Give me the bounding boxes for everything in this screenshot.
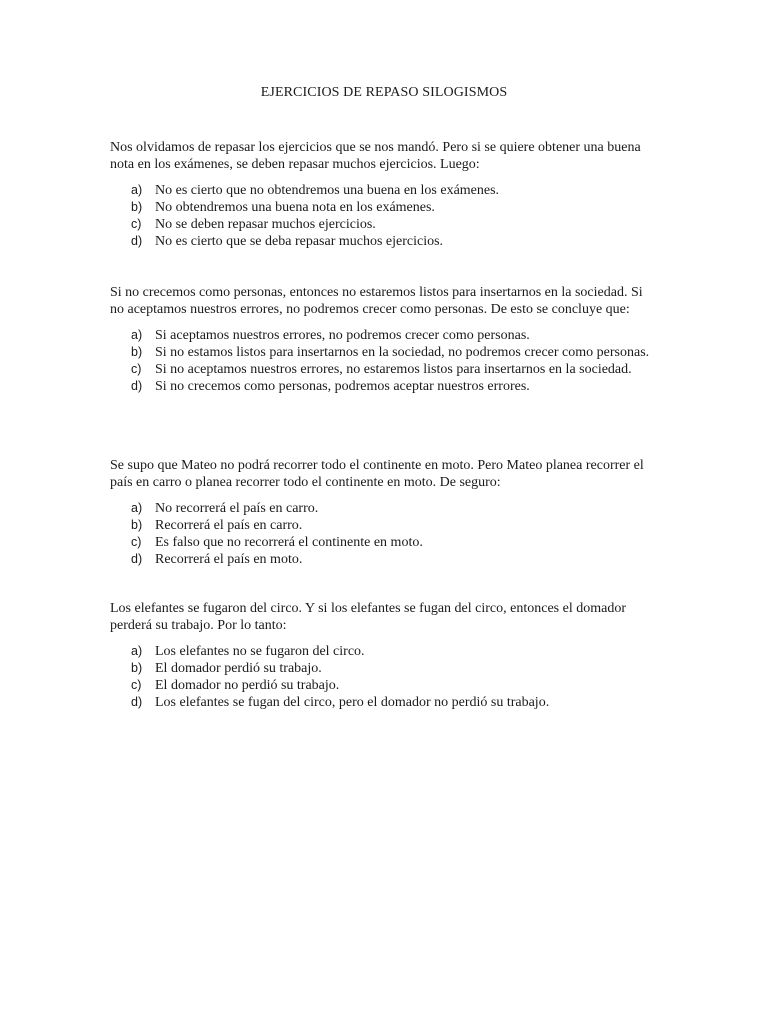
question-stem: Los elefantes se fugaron del circo. Y si los elefantes se fugan del circo, entonces el domador perderá su trabajo. Por lo tanto: [110, 601, 626, 633]
option-letter: d) [131, 695, 143, 709]
question-stem: Si no crecemos como personas, entonces no estaremos listos para insertarnos en la sociedad. Si no aceptamos nuestros errores, no podremos crecer como personas. De esto se concluye que: [110, 285, 643, 317]
option-letter: b) [131, 518, 143, 532]
option-list [110, 182, 658, 250]
question-1 [110, 139, 658, 250]
option-c [110, 534, 658, 551]
option-a [110, 327, 658, 344]
option-text: Los elefantes se fugan del circo, pero el domador no perdió su trabajo. [155, 695, 550, 710]
question-stem: Nos olvidamos de repasar los ejercicios que se nos mandó. Pero si se quiere obtener una buena nota en los exámenes, se deben repasar muchos ejercicios. Luego: [110, 140, 641, 172]
option-letter: d) [131, 234, 143, 248]
document-title: EJERCICIOS DE REPASO SILOGISMOS [260, 85, 508, 100]
option-text: Si no estamos listos para insertarnos en la sociedad, no podremos crecer como personas. [155, 345, 650, 360]
option-letter: a) [131, 644, 143, 658]
option-a [110, 182, 658, 199]
option-a [110, 500, 658, 517]
option-letter: b) [131, 661, 143, 675]
option-c [110, 677, 658, 694]
option-text: No es cierto que no obtendremos una buena en los exámenes. [155, 183, 500, 198]
option-letter: a) [131, 328, 143, 342]
option-text: Los elefantes no se fugaron del circo. [155, 644, 365, 659]
option-text: Si no crecemos como personas, podremos aceptar nuestros errores. [155, 379, 530, 394]
option-text: El domador perdió su trabajo. [155, 661, 322, 676]
option-b [110, 199, 658, 216]
question-2 [110, 284, 658, 395]
option-letter: d) [131, 552, 143, 566]
option-a [110, 643, 658, 660]
question-3 [110, 457, 658, 568]
option-text: Recorrerá el país en moto. [155, 552, 303, 567]
option-letter: c) [131, 362, 142, 376]
option-letter: c) [131, 678, 142, 692]
option-c [110, 216, 658, 233]
option-text: Recorrerá el país en carro. [155, 518, 303, 533]
option-letter: c) [131, 535, 142, 549]
option-text: No se deben repasar muchos ejercicios. [155, 217, 376, 232]
option-text: No obtendremos una buena nota en los exámenes. [155, 200, 435, 215]
option-b [110, 660, 658, 677]
option-list [110, 643, 658, 711]
option-text: Si no aceptamos nuestros errores, no estaremos listos para insertarnos en la sociedad. [155, 362, 632, 377]
option-letter: b) [131, 200, 143, 214]
question-4 [110, 600, 658, 711]
option-letter: a) [131, 183, 143, 197]
option-text: No es cierto que se deba repasar muchos ejercicios. [155, 234, 444, 249]
option-c [110, 361, 658, 378]
option-list [110, 500, 658, 568]
option-d [110, 378, 658, 395]
option-text: El domador no perdió su trabajo. [155, 678, 340, 693]
option-text: Si aceptamos nuestros errores, no podremos crecer como personas. [155, 328, 530, 343]
option-letter: c) [131, 217, 142, 231]
option-letter: d) [131, 379, 143, 393]
option-text: No recorrerá el país en carro. [155, 501, 319, 516]
option-b [110, 344, 658, 361]
option-d [110, 551, 658, 568]
question-stem: Se supo que Mateo no podrá recorrer todo el continente en moto. Pero Mateo planea recorrer el país en carro o planea recorrer todo el continente en moto. De seguro: [110, 458, 644, 490]
option-letter: b) [131, 345, 143, 359]
option-d [110, 233, 658, 250]
option-text: Es falso que no recorrerá el continente en moto. [155, 535, 423, 550]
option-letter: a) [131, 501, 143, 515]
option-d [110, 694, 658, 711]
option-b [110, 517, 658, 534]
option-list [110, 327, 658, 395]
